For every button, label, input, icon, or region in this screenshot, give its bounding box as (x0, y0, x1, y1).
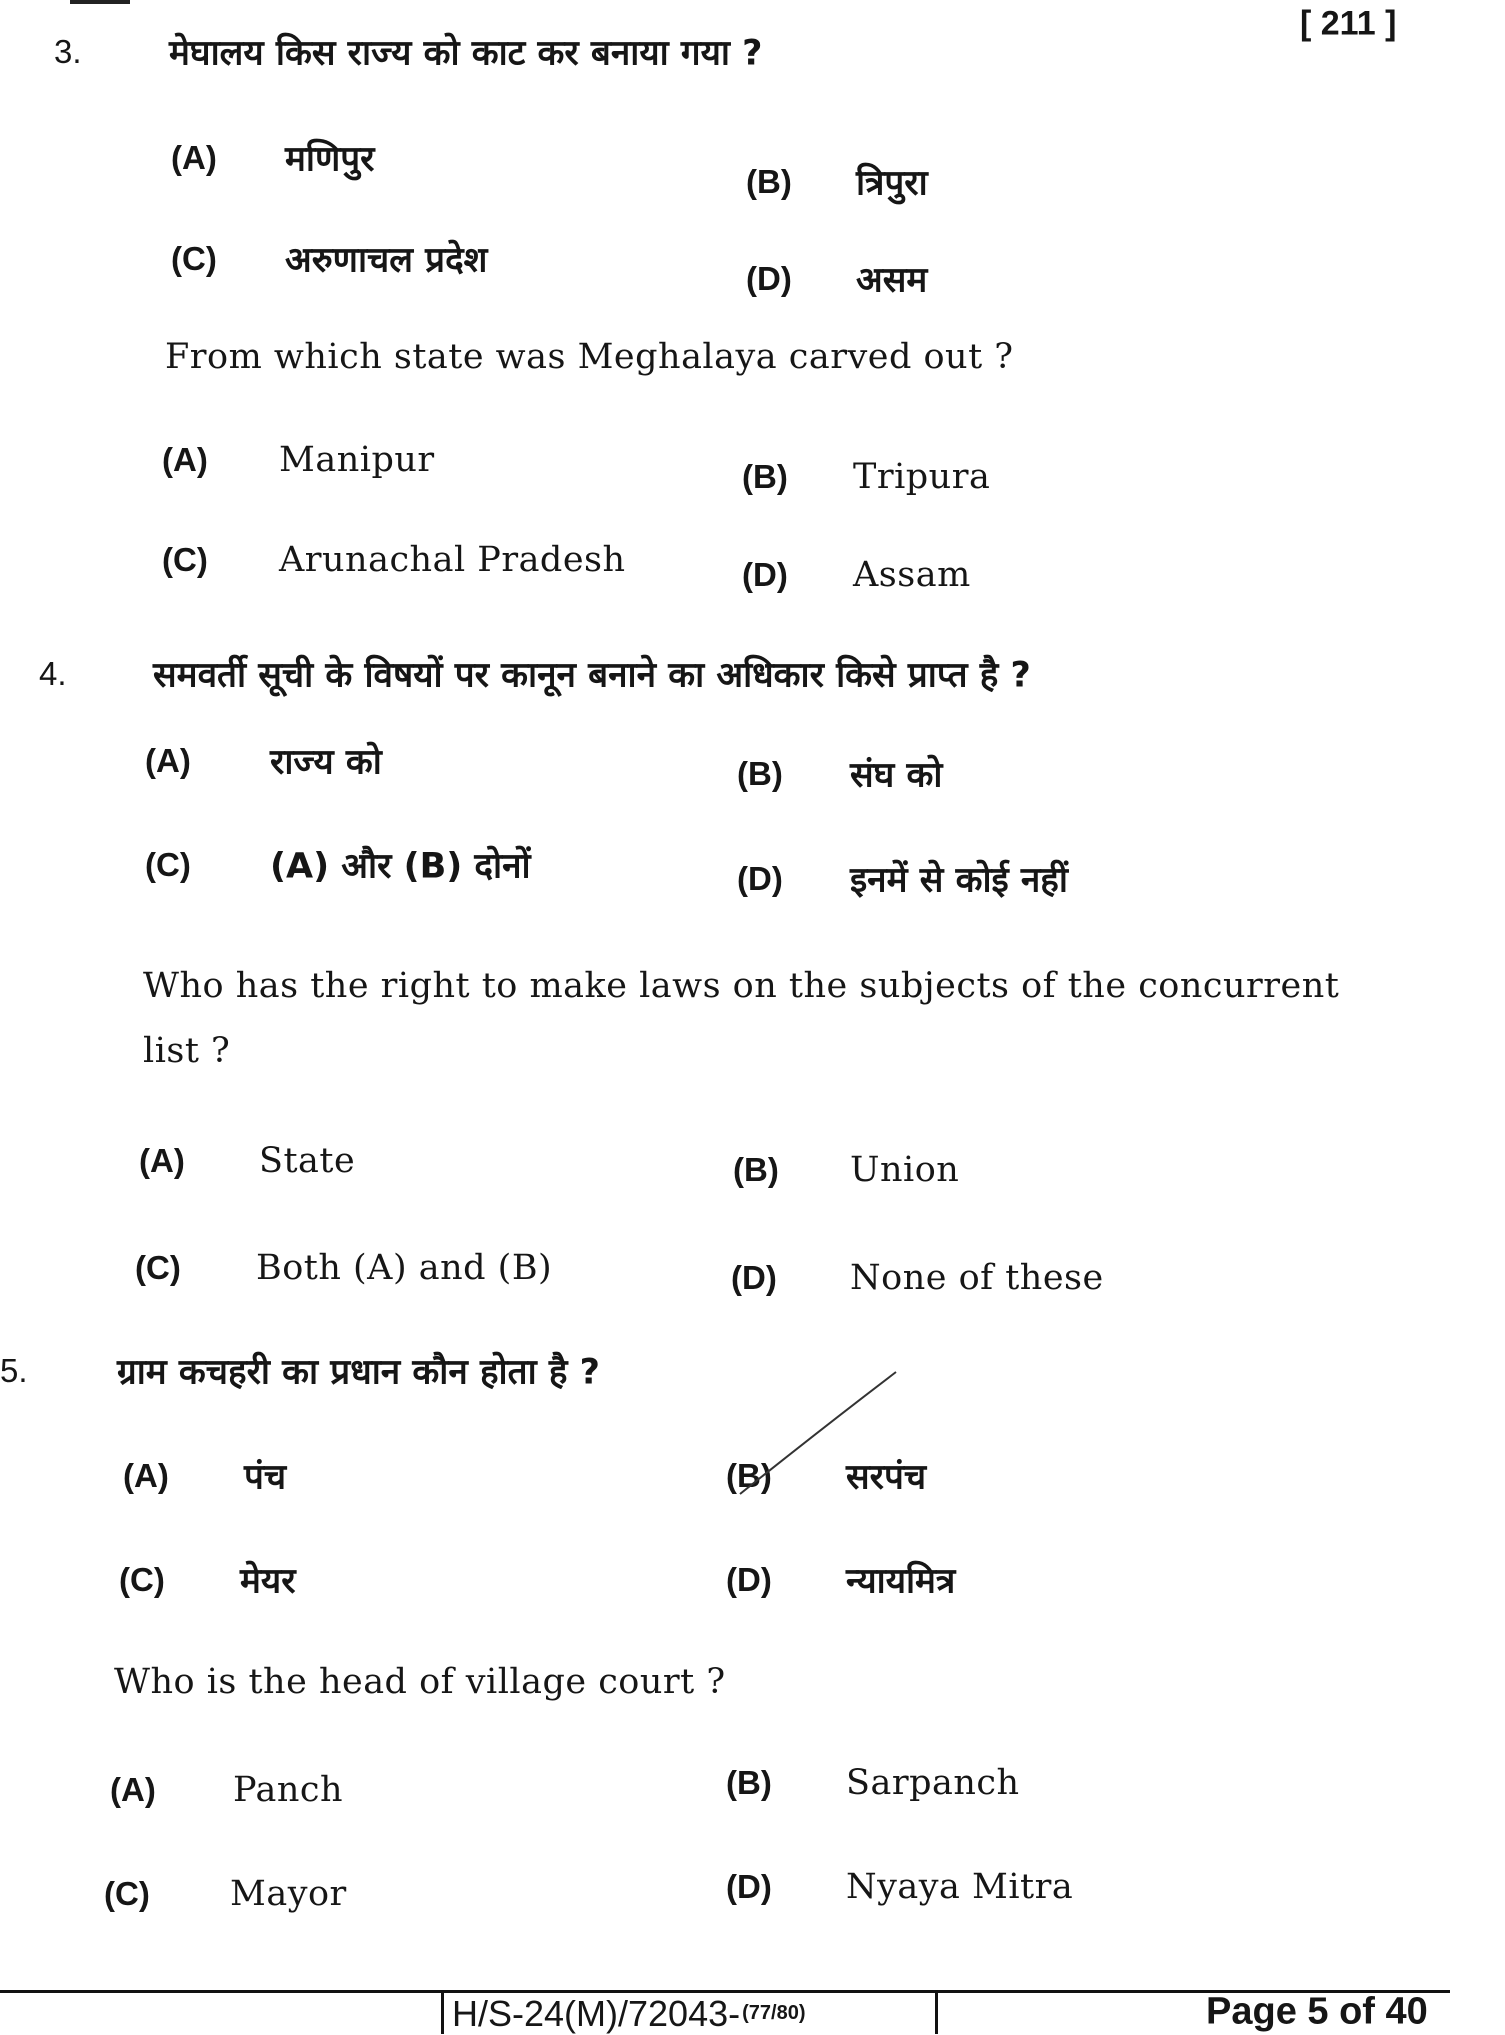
paper-code-box (441, 1993, 938, 2034)
page-number: Page 5 of 40 (1206, 1990, 1428, 2033)
question-text-hindi: ग्राम कचहरी का प्रधान कौन होता है ? (117, 1352, 600, 1393)
option-text-english-c: Mayor (230, 1874, 347, 1914)
option-text-hindi-b: सरपंच (846, 1457, 927, 1498)
option-label-a: (A) (162, 441, 208, 478)
option-text-hindi-a: पंच (244, 1457, 287, 1498)
option-text-english-d: Assam (853, 555, 971, 595)
option-text-hindi-d: इनमें से कोई नहीं (850, 860, 1068, 901)
option-label-a: (A) (110, 1771, 156, 1808)
option-label-d: (D) (746, 260, 792, 297)
option-text-english-a: State (259, 1141, 356, 1181)
option-text-english-b: Tripura (853, 457, 991, 497)
paper-code-sub: (77/80) (742, 2002, 806, 2024)
question-text-english: From which state was Meghalaya carved out ? (165, 337, 1014, 377)
option-label-c: (C) (119, 1561, 165, 1598)
question-number: 4. (39, 655, 67, 692)
option-label-d: (D) (726, 1561, 772, 1598)
option-text-hindi-d: न्यायमित्र (846, 1561, 956, 1602)
option-text-hindi-b: संघ को (850, 755, 943, 796)
option-label-c: (C) (145, 846, 191, 883)
option-label-b: (B) (742, 458, 788, 495)
option-text-english-c: Both (A) and (B) (256, 1248, 553, 1288)
option-label-d: (D) (731, 1259, 777, 1296)
option-label-a: (A) (145, 742, 191, 779)
question-number: 3. (54, 33, 82, 70)
option-label-a: (A) (171, 139, 217, 176)
option-text-english-d: Nyaya Mitra (846, 1867, 1074, 1907)
option-text-hindi-c: मेयर (240, 1561, 296, 1602)
question-text-english-cont: list ? (143, 1031, 231, 1071)
header-code: [ 211 ] (1300, 4, 1397, 43)
question-text-hindi: मेघालय किस राज्य को काट कर बनाया गया ? (169, 33, 763, 74)
option-text-english-d: None of these (850, 1258, 1104, 1298)
option-label-c: (C) (104, 1875, 150, 1912)
option-label-b: (B) (726, 1764, 772, 1801)
option-text-english-a: Panch (233, 1770, 344, 1810)
option-label-b: (B) (746, 163, 792, 200)
option-text-hindi-c: अरुणाचल प्रदेश (285, 240, 488, 281)
option-label-b: (B) (737, 755, 783, 792)
question-number: 5. (0, 1352, 28, 1389)
option-label-c: (C) (162, 541, 208, 578)
option-text-hindi-b: त्रिपुरा (856, 163, 928, 204)
option-label-a: (A) (139, 1142, 185, 1179)
option-label-d: (D) (742, 556, 788, 593)
option-label-b: (B) (733, 1151, 779, 1188)
option-text-hindi-c: (A) और (B) दोनों (270, 846, 531, 887)
option-text-english-b: Union (850, 1150, 960, 1190)
option-text-english-a: Manipur (279, 440, 435, 480)
option-text-hindi-a: मणिपुर (285, 139, 375, 180)
option-label-d: (D) (726, 1868, 772, 1905)
paper-code: H/S-24(M)/72043- (452, 1992, 741, 2034)
option-label-a: (A) (123, 1457, 169, 1494)
option-text-english-b: Sarpanch (846, 1763, 1020, 1803)
question-text-english: Who is the head of village court ? (114, 1662, 726, 1702)
question-text-hindi: समवर्ती सूची के विषयों पर कानून बनाने का अधिकार किसे प्राप्त है ? (153, 655, 1031, 696)
option-label-c: (C) (171, 240, 217, 277)
option-label-d: (D) (737, 860, 783, 897)
option-text-hindi-d: असम (856, 260, 928, 301)
option-label-b: (B) (726, 1457, 772, 1494)
option-text-hindi-a: राज्य को (270, 742, 382, 783)
option-label-c: (C) (135, 1249, 181, 1286)
question-text-english: Who has the right to make laws on the subjects of the concurrent (143, 966, 1340, 1006)
option-text-english-c: Arunachal Pradesh (279, 540, 626, 580)
